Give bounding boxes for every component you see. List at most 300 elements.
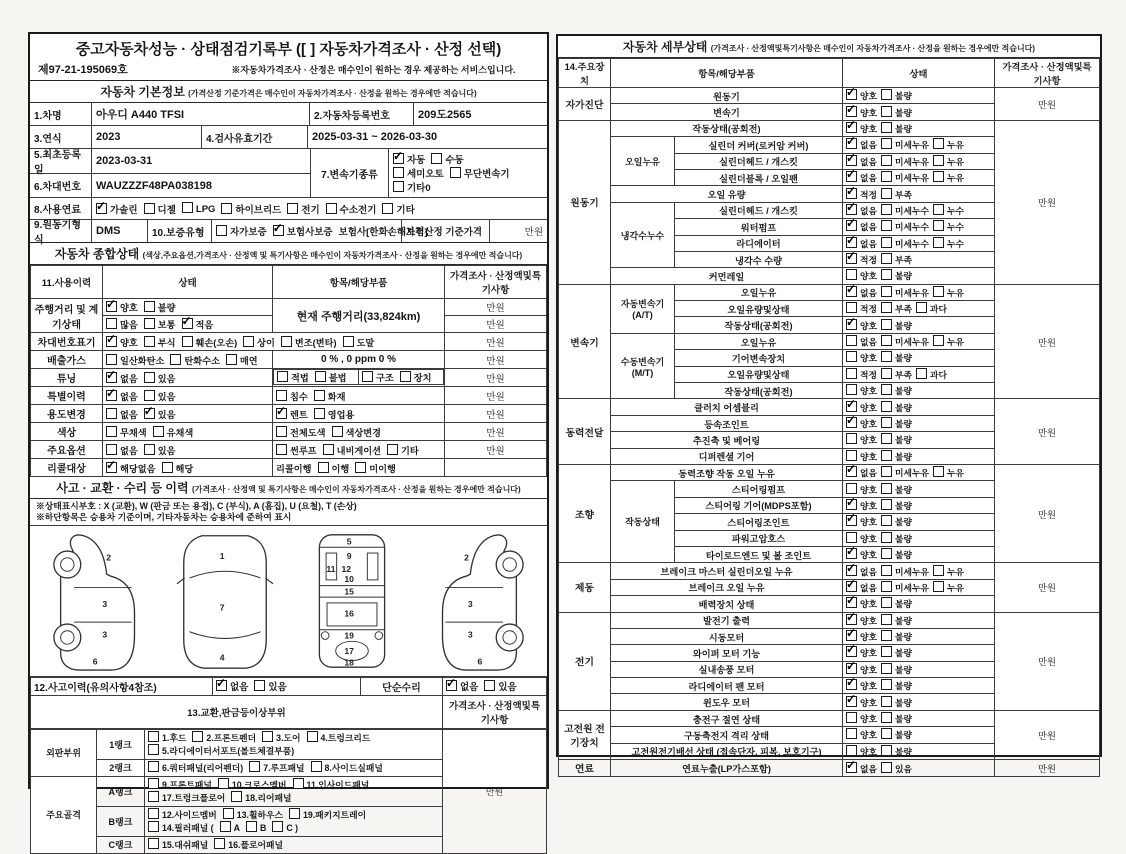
checkbox-checked[interactable] [846,762,857,773]
state-checks [843,88,995,104]
check-option [314,389,346,403]
check-label: 매연 [239,355,258,366]
checkbox[interactable] [933,581,944,592]
rank1-checks [145,729,443,759]
check-option [846,466,877,479]
checkbox-checked[interactable] [846,499,857,510]
checkbox[interactable] [318,462,329,473]
checkbox[interactable] [307,731,318,742]
option-state-checks [103,441,273,459]
checkbox[interactable] [220,821,231,832]
checkbox[interactable] [881,286,892,297]
checkbox[interactable] [218,778,229,789]
checkbox-checked[interactable] [182,318,193,329]
check-option [170,353,220,367]
check-label: 양호 [860,386,877,397]
item-label: 변속기 [611,104,843,120]
price-cell: 만원 [995,120,1100,284]
checkbox[interactable] [315,371,326,382]
checkbox[interactable] [846,745,857,756]
price-cell [445,459,547,477]
check-label: 색상변경 [345,427,382,438]
checkbox[interactable] [343,336,354,347]
check-option [881,253,912,266]
checkbox-checked[interactable] [846,155,857,166]
check-option [148,791,225,804]
checkbox[interactable] [144,372,155,383]
checkbox[interactable] [881,351,892,362]
checkbox[interactable] [243,336,254,347]
checkbox[interactable] [148,838,159,849]
check-label: 없음 [860,156,877,167]
checkbox[interactable] [226,354,237,365]
checkbox-checked[interactable] [846,286,857,297]
check-option [106,407,138,421]
checkbox[interactable] [846,269,857,280]
checkbox[interactable] [881,253,892,264]
checkbox-checked[interactable] [106,390,117,401]
check-label: 누수 [947,205,964,216]
item-label: 등속조인트 [611,415,843,431]
checkbox[interactable] [881,646,892,657]
check-option [243,335,275,349]
checkbox[interactable] [311,761,322,772]
checkbox[interactable] [881,597,892,608]
checkbox[interactable] [277,371,288,382]
checkbox[interactable] [933,466,944,477]
checkbox[interactable] [106,426,117,437]
checkbox[interactable] [221,203,232,214]
checkbox-checked[interactable] [846,614,857,625]
check-option [846,548,877,561]
state-checks [843,317,995,333]
checkbox-checked[interactable] [846,548,857,559]
checkbox[interactable] [144,203,155,214]
checkbox[interactable] [881,335,892,346]
check-option [881,286,929,299]
check-label: 적정 [860,369,877,380]
checkbox[interactable] [846,728,857,739]
mileage-amount-checks [103,316,273,333]
checkbox[interactable] [881,138,892,149]
check-label: 없음 [860,222,877,233]
checkbox-checked[interactable] [846,319,857,330]
checkbox[interactable] [933,138,944,149]
checkbox[interactable] [881,122,892,133]
checkbox[interactable] [881,565,892,576]
accident-history-table [30,677,547,729]
checkbox[interactable] [182,336,193,347]
checkbox[interactable] [106,408,117,419]
checkbox[interactable] [106,444,117,455]
checkbox-checked[interactable] [846,237,857,248]
check-option [182,335,238,349]
checkbox[interactable] [182,202,193,213]
check-label: 누수 [947,238,964,249]
checkbox[interactable] [881,745,892,756]
basic-info-note: (가격산정 기준가격은 매수인이 자동차가격조사 · 산정을 원하는 경우에만 적습니다) [188,89,477,98]
checkbox[interactable] [214,838,225,849]
checkbox[interactable] [289,808,300,819]
checkbox[interactable] [148,731,159,742]
checkbox-checked[interactable] [846,597,857,608]
check-label: 1.후드 [162,733,187,744]
checkbox[interactable] [846,712,857,723]
checkbox[interactable] [148,744,159,755]
checkbox-checked[interactable] [846,466,857,477]
state-checks [843,546,995,562]
checkbox[interactable] [484,680,495,691]
checkbox-checked[interactable] [846,581,857,592]
detail-note: (가격조사 · 산정액및특기사항은 매수인이 자동차가격조사 · 산정을 원하는 경우에만 적습니다) [710,44,1036,53]
check-option [933,138,964,151]
checkbox[interactable] [323,444,334,455]
checkbox[interactable] [387,444,398,455]
checkbox-checked[interactable] [846,401,857,412]
field-label: 9.원동기형식 [30,220,92,242]
checkbox-checked[interactable] [846,138,857,149]
checkbox[interactable] [846,433,857,444]
field-label: 1.차명 [30,103,92,125]
checkbox[interactable] [249,761,260,772]
check-option [846,106,877,119]
checkbox[interactable] [293,778,304,789]
check-label: 과다 [930,369,947,380]
checkbox-checked[interactable] [276,408,287,419]
checkbox[interactable] [400,371,411,382]
page-title: 중고자동차성능 · 상태점검기록부 ([ ] 자동차가격조사 · 산정 선택) [75,41,502,58]
checkbox[interactable] [276,444,287,455]
checkbox[interactable] [881,188,892,199]
check-label: 불량 [895,697,912,708]
checkbox[interactable] [314,390,325,401]
check-label: 12.사이드멤버 [162,810,217,821]
checkbox[interactable] [262,731,273,742]
check-label: 없음 [230,682,249,694]
checkbox[interactable] [144,318,155,329]
check-option [846,220,877,233]
checkbox-checked[interactable] [96,203,107,214]
checkbox[interactable] [881,581,892,592]
checkbox[interactable] [148,778,159,789]
checkbox[interactable] [881,106,892,117]
checkbox[interactable] [881,696,892,707]
checkbox[interactable] [881,269,892,280]
checkbox[interactable] [881,762,892,773]
check-option [846,745,877,758]
check-label: 17.트렁크플로어 [162,793,226,804]
checkbox[interactable] [933,237,944,248]
checkbox[interactable] [881,368,892,379]
checkbox-checked[interactable] [446,680,457,691]
item-label: 기어변속장치 [675,350,843,366]
checkbox[interactable] [326,203,337,214]
checkbox-checked[interactable] [216,680,227,691]
checkbox[interactable] [881,171,892,182]
state-checks [843,284,995,300]
check-option [846,483,877,496]
checkbox[interactable] [881,499,892,510]
checkbox[interactable] [144,301,155,312]
checkbox[interactable] [216,225,227,236]
checkbox[interactable] [314,408,325,419]
check-label: 6.쿼터패널(리어펜더) [162,763,244,774]
checkbox[interactable] [148,821,159,832]
check-option [148,838,208,851]
item-label: 스티어링조인트 [675,514,843,530]
check-label: 4.트렁크리드 [320,733,371,744]
checkbox[interactable] [144,444,155,455]
checkbox[interactable] [933,155,944,166]
checkbox[interactable] [153,426,164,437]
checkbox[interactable] [846,335,857,346]
checkbox[interactable] [846,302,857,313]
check-label: 불량 [895,419,912,429]
check-option [881,646,912,659]
check-label: 기타 [396,204,415,216]
checkbox[interactable] [846,450,857,461]
checkbox-checked[interactable] [144,408,155,419]
check-label: 누유 [947,582,964,593]
checkbox[interactable] [881,401,892,412]
price-cell: 만원 [445,387,547,405]
check-label: 보험사보증 [286,227,333,238]
check-label: 10.크로스멤버 [231,780,287,791]
diagram-part-number: 2 [463,552,469,563]
checkbox[interactable] [846,483,857,494]
checkbox[interactable] [846,351,857,362]
item-label: 실린더헤드 / 개스킷 [675,202,843,218]
checkbox[interactable] [223,808,234,819]
col-header: 14.주요장치 [559,59,611,88]
checkbox[interactable] [148,808,159,819]
check-option [382,202,414,216]
state-checks [843,464,995,480]
detail-row [559,399,1100,415]
check-option [881,745,912,758]
checkbox[interactable] [881,433,892,444]
checkbox[interactable] [170,354,181,365]
check-label: 전체도색 [290,427,326,438]
checkbox[interactable] [916,302,927,313]
checkbox[interactable] [246,821,257,832]
checkbox[interactable] [393,181,404,192]
checkbox[interactable] [933,171,944,182]
checkbox[interactable] [881,319,892,330]
check-option [214,838,283,851]
col-header: 상태 [843,59,995,88]
checkbox[interactable] [881,663,892,674]
checkbox-checked[interactable] [846,106,857,117]
diagram-part-number: 6 [92,656,98,667]
checkbox-checked[interactable] [106,336,117,347]
checkbox[interactable] [231,791,242,802]
check-option [881,630,912,643]
check-label: 불량 [895,550,912,561]
checkbox[interactable] [148,761,159,772]
checkbox[interactable] [881,155,892,166]
check-option [846,253,877,266]
checkbox[interactable] [881,548,892,559]
checkbox[interactable] [881,532,892,543]
check-label: 침수 [290,391,308,402]
checkbox-checked[interactable] [106,372,117,383]
price-cell: 만원 [995,464,1100,562]
check-label: 탄화수소 [184,355,220,366]
check-label: 적정 [860,189,877,200]
checkbox[interactable] [144,390,155,401]
checkbox[interactable] [362,371,373,382]
checkbox[interactable] [881,417,892,428]
checkbox-checked[interactable] [846,417,857,428]
check-option [393,166,444,180]
checkbox[interactable] [148,791,159,802]
checkbox[interactable] [881,302,892,313]
item-label: 냉각수 수량 [675,251,843,267]
special-item-checks [273,387,445,405]
checkbox[interactable] [933,204,944,215]
check-option [148,761,243,774]
checkbox[interactable] [881,515,892,526]
checkbox[interactable] [332,426,343,437]
check-option [276,407,308,421]
diagram-part-number: 5 [346,536,352,547]
item-label: 오일유량및상태 [675,366,843,382]
checkbox[interactable] [881,630,892,641]
checkbox-checked[interactable] [393,153,404,164]
checkbox[interactable] [916,368,927,379]
recall-item-checks [273,459,445,477]
check-option [846,122,877,135]
checkbox-checked[interactable] [846,171,857,182]
checkbox[interactable] [881,712,892,723]
checkbox[interactable] [281,336,292,347]
simple-repair-label: 단순수리 [361,677,443,695]
price-cell: 만원 [995,284,1100,399]
checkbox[interactable] [276,426,287,437]
checkbox-checked[interactable] [846,679,857,690]
checkbox[interactable] [881,483,892,494]
check-label: 유채색 [166,427,194,438]
checkbox-checked[interactable] [846,89,857,100]
check-option [293,778,370,791]
check-label: 장치 [413,373,432,383]
checkbox[interactable] [846,384,857,395]
checkbox-checked[interactable] [846,220,857,231]
checkbox[interactable] [933,565,944,576]
device-group-label: 연료 [559,760,611,777]
checkbox[interactable] [933,220,944,231]
checkbox[interactable] [881,204,892,215]
checkbox[interactable] [933,286,944,297]
legend-note-2: ※하단항목은 승용차 기준이며, 기타자동차는 승용차에 준하여 표시 [36,511,292,522]
checkbox[interactable] [846,532,857,543]
diagram-part-number: 3 [467,598,473,609]
checkbox[interactable] [450,167,461,178]
checkbox[interactable] [881,220,892,231]
check-option [881,712,912,725]
check-option [223,808,283,821]
check-option [846,597,877,610]
checkbox-checked[interactable] [846,188,857,199]
item-label: 실내송풍 모터 [611,661,843,677]
rank-label: 1랭크 [97,729,145,759]
checkbox[interactable] [933,335,944,346]
checkbox[interactable] [881,679,892,690]
checkbox-checked[interactable] [846,565,857,576]
check-label: 부족 [895,189,912,200]
diagram-part-number: 10 [343,573,354,584]
state-checks [843,202,995,218]
checkbox-checked[interactable] [846,630,857,641]
checkbox[interactable] [276,390,287,401]
checkbox[interactable] [287,203,298,214]
checkbox-checked[interactable] [846,515,857,526]
device-group-label: 전기 [559,612,611,710]
check-label: 양호 [860,632,877,643]
checkbox[interactable] [431,153,442,164]
checkbox-checked[interactable] [273,225,284,236]
checkbox-checked[interactable] [846,253,857,264]
checkbox-checked[interactable] [846,122,857,133]
checkbox-checked[interactable] [846,663,857,674]
accident-title: 사고 · 교환 · 수리 등 이력 [56,481,189,495]
check-label: 불량 [895,91,912,102]
check-label: 3.도어 [276,733,301,744]
checkbox[interactable] [106,318,117,329]
checkbox[interactable] [881,728,892,739]
checkbox[interactable] [254,680,265,691]
col-header: 항목/해당부품 [611,59,843,88]
check-option [106,425,147,439]
checkbox[interactable] [846,368,857,379]
check-option [153,425,194,439]
checkbox[interactable] [106,354,117,365]
item-label: 워터펌프 [675,219,843,235]
check-label: 불량 [895,107,912,118]
checkbox[interactable] [192,731,203,742]
checkbox[interactable] [881,384,892,395]
checkbox[interactable] [393,167,404,178]
check-option [446,679,478,693]
checkbox[interactable] [272,821,283,832]
check-option [144,317,176,331]
checkbox-checked[interactable] [106,301,117,312]
checkbox[interactable] [881,614,892,625]
check-option [846,450,877,463]
item-label: 작동상태(공회전) [675,317,843,333]
checkbox[interactable] [162,462,173,473]
checkbox[interactable] [881,466,892,477]
check-option [431,152,463,166]
checkbox-checked[interactable] [106,462,117,473]
check-option [846,646,877,659]
check-label: 하이브리드 [235,204,282,216]
checkbox-checked[interactable] [846,696,857,707]
checkbox[interactable] [881,237,892,248]
checkbox[interactable] [881,89,892,100]
checkbox[interactable] [144,336,155,347]
diagram-part-number: 3 [467,629,473,640]
checkbox[interactable] [382,203,393,214]
checkbox[interactable] [355,462,366,473]
item-label: 커먼레일 [611,268,843,284]
checkbox-checked[interactable] [846,204,857,215]
check-option [273,224,333,238]
checkbox[interactable] [881,450,892,461]
check-label: 과다 [930,304,947,315]
checkbox-checked[interactable] [846,646,857,657]
